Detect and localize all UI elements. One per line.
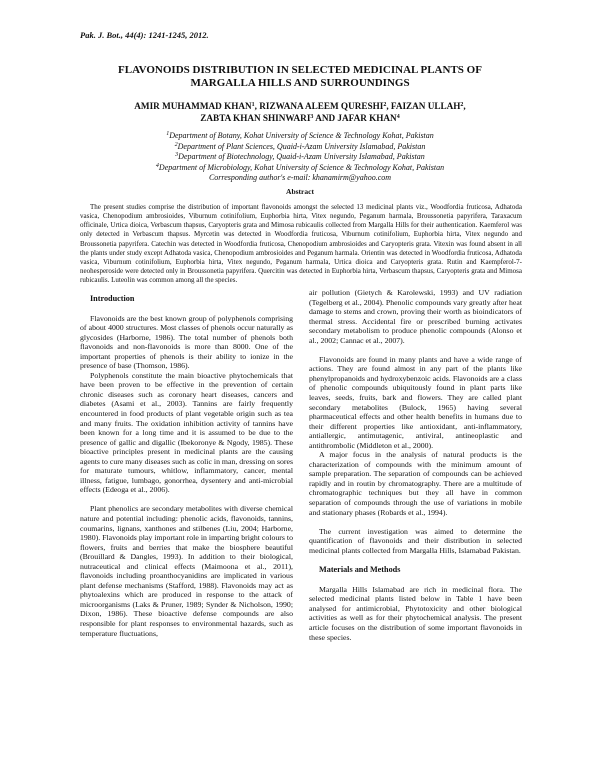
affiliation-number: 1 bbox=[166, 131, 170, 137]
author-conjunction: AND bbox=[315, 113, 336, 123]
introduction-heading: Introduction bbox=[90, 294, 135, 303]
left-column bbox=[80, 288, 293, 638]
abstract-heading: Abstract bbox=[286, 187, 314, 196]
body-paragraph: A major focus in the analysis of natural products is the characterization of compounds with the minimum amount of sample preparation. The separation of compounds can be achieved rapidly and in routin by chromatography. There are a multitude of chromatographic techniques but they all have in common separation of compounds through the use of variations in mobile and stationary phases (Robards et al., 1994). bbox=[309, 450, 522, 517]
affiliation-number: 2 bbox=[174, 141, 178, 148]
body-paragraph: Flavonoids are found in many plants and have a wide range of actions. They are found almost in any part of the plants like phenylpropanoids and hydroxybenzoic acids. Flavonoids are a class of phenolic compounds ubiquitously found in plant parts like leaves, seeds, fruits, bark and flowers. They are called plant secondary metabolites (Bulock, 1965) having several pharmaceutical effects and other health benefits in humans due to their different properties like antioxidant, anti-inflammatory, antiallergic, antimutagenic, antiviral, antineoplastic and antithrombolic (Middleton et al., 2000). bbox=[309, 354, 522, 450]
author-line-2 bbox=[80, 112, 520, 124]
author-name: FAIZAN ULLAH bbox=[390, 101, 461, 111]
author-name: RIZWANA ALEEM QURESHI bbox=[259, 101, 384, 111]
author-affil-mark: 1 bbox=[251, 102, 255, 108]
author-name: JAFAR KHAN bbox=[337, 113, 397, 123]
affiliation-2 bbox=[80, 142, 520, 153]
author-line-1: AMIR MUHAMMAD KHAN$^1$, RIZWANA ALEEM QURESHI$^2$, FAIZAN ULLAH$^2$, bbox=[134, 101, 466, 111]
abstract-text: The present studies comprise the distribution of important flavonoids amongst the selected 13 medicinal plants viz., Woodfordia fruticosa, Adhatoda vasica, Chenopodium ambrosioides, Viburnum cotinifolium, Euphorbia hirta, Vitex negundo, Peganum harmala, Broussonetia papyrifera, Taraxacum officinale, Urtica dioica, Verbascum thapsus, Caryopteris grata and Mimosa rubicaulis collected from Margalla Hills for their authentication. Kaemferol was only detected in Verbascum thapsus. Myrcetin was detected in Woodfordia fruticosa, Viburnum cotinifolium, Euphorbia hirta, Vitex negundo and Broussonetia papyrifera. Catechin was detected in Woodfordia fruticosa, Chenopodium ambrosioides and Caryopteris grata. Vitexin was found absent in all the plants under study except Adhatoda vasica, Chenopodium ambrosioides and Peganum harmala. Orientin was detected in Woodfordia fruticosa, Adhatoda vasica, Viburnum cotinifolium, Euphorbia hirta, Vitex negundo, Peganum harmala, Urtica dioica and Caryopteris grata. Rutin and Kaempferol-7-neohesperoside were detected only in Broussonetia papyrifera. Quercitin was detected in Euphorbia hirta, Verbascum thapsus, Caryopteris grata and Mimosa rubicaulis. Luteolin was common among all the species. bbox=[80, 203, 522, 285]
body-paragraph: Flavonoids are the best known group of polyphenols comprising of about 4000 structures. Most classes of phenols occur naturally as glycosides (Harborne, 1986). The total number of phenols both flavonoids and non-flavonoids is more than 8000. One of the important properties of phenols is their ability to ionize in the presence of base (Thomson, 1986). bbox=[80, 313, 293, 371]
author-list bbox=[80, 100, 520, 124]
body-paragraph: Polyphenols constitute the main bioactive phytochemicals that have been proven to be effective in the prevention of certain chronic diseases such as coronary heart diseases, cancers and diabetes (Asami et al., 2003). Tannins are fairly frequently encountered in food products of plant vegetable origin such as tea and many fruits. The oxidation inhibition activity of tannins have been known for a long time and it is assumed to be due to the presence of gallic and digallic (Ibekoronye & Ngody, 1985). These bioactive principles present in medicinal plants are the causing agents to cure many diseases such as colic in man, dressing on sores for maturate tumours, whitlow, inflammatory, cancer, mental illness, fatigue, lumbago, gonorrhea, dysentery and anti-microbial effects (Edeoga et al., 2006). bbox=[80, 370, 293, 495]
paper-title bbox=[80, 64, 520, 90]
affiliation-text: Department of Botany, Kohat University of Science & Technology Kohat, Pakistan bbox=[169, 131, 434, 140]
author-name: ZABTA KHAN SHINWARI bbox=[200, 113, 311, 123]
affiliation-3 bbox=[80, 152, 520, 163]
body-paragraph: Margalla Hills Islamabad are rich in medicinal flora. The selected medicinal plants listed below in Table 1 have been analysed for antimicrobial, Phytotoxicity and other biological activities as well as for their phytochemical analysis. The present article focuses on the distribution of some important flavonoids in these species. bbox=[309, 584, 522, 642]
materials-methods-heading: Materials and Methods bbox=[319, 565, 401, 575]
journal-reference: Pak. J. Bot., 44(4): 1241-1245, 2012. bbox=[80, 30, 209, 40]
body-paragraph: The current investigation was aimed to determine the quantification of flavonoids and their distribution in selected medicinal plants collected from Margalla Hills, Islamabad Pakistan. bbox=[309, 526, 522, 555]
affiliation-number: 3 bbox=[175, 152, 179, 159]
body-paragraph: Plant phenolics are secondary metabolites with diverse chemical nature and potential including: phenolic acids, flavonoids, tannins, coumarins, lignans, xanthones and stilbenes (Liu, 2004; Harborne, 1980). Flavonoids play important role in imparting bright colours to flowers, fruits and berries that make the biosphere beautiful (Brouillard & Dangles, 1993). In addition to their biological, nutraceutical and clinical effects (Maimoona et al., 2011), flavonoids including proanthocyanidins are implicated in various plant defense mechanisms (Stafford, 1988). Flavonoids may act as phytoalexins which are produced in response to the attack of microorganisms (Laks & Pruner, 1989; Synder & Nicholson, 1990; Dixon, 1986). These bioactive defense compounds are also responsible for plant responses to environmental hazards, such as temperature fluctuations, bbox=[80, 504, 293, 638]
affiliation-number: 4 bbox=[155, 162, 159, 169]
author-affil-mark: 2 bbox=[383, 102, 387, 108]
corresponding-author-email: Corresponding author's e-mail: khanamirm@yahoo.com bbox=[208, 173, 392, 183]
author-affil-mark: 4 bbox=[396, 114, 400, 120]
author-affil-mark: 2 bbox=[460, 102, 464, 108]
author-affil-mark: 3 bbox=[310, 114, 314, 120]
title-line-1: FLAVONOIDS DISTRIBUTION IN SELECTED MEDICINAL PLANTS OF bbox=[118, 64, 482, 76]
right-column bbox=[309, 288, 522, 642]
affiliation-text: Department of Biotechnology, Quaid-i-Azam University Islamabad, Pakistan bbox=[178, 152, 425, 162]
title-line-2: MARGALLA HILLS AND SURROUNDINGS bbox=[190, 77, 410, 89]
affiliation-text: Department of Plant Sciences, Quaid-i-Azam University Islamabad, Pakistan bbox=[177, 141, 426, 151]
affiliation-1 bbox=[80, 131, 520, 142]
body-paragraph: air pollution (Gietych & Karolewski, 1993) and UV radiation (Tegelberg et al., 2004). Phenolic compounds vary greatly after heat damage to stems and crown, proving their worth as bioindicators of thermal stress. Accidental fire or prescribed burning activates secondary metabolism to produce phenolic compounds (Alonso et al., 2002; Cannac et al., 2007). bbox=[309, 288, 522, 345]
affiliation-text: Department of Microbiology, Kohat University of Science & Technology Kohat, Pakistan bbox=[158, 162, 445, 172]
affiliation-4 bbox=[80, 163, 520, 174]
affiliation-list bbox=[80, 131, 520, 184]
author-name: AMIR MUHAMMAD KHAN bbox=[134, 101, 252, 111]
